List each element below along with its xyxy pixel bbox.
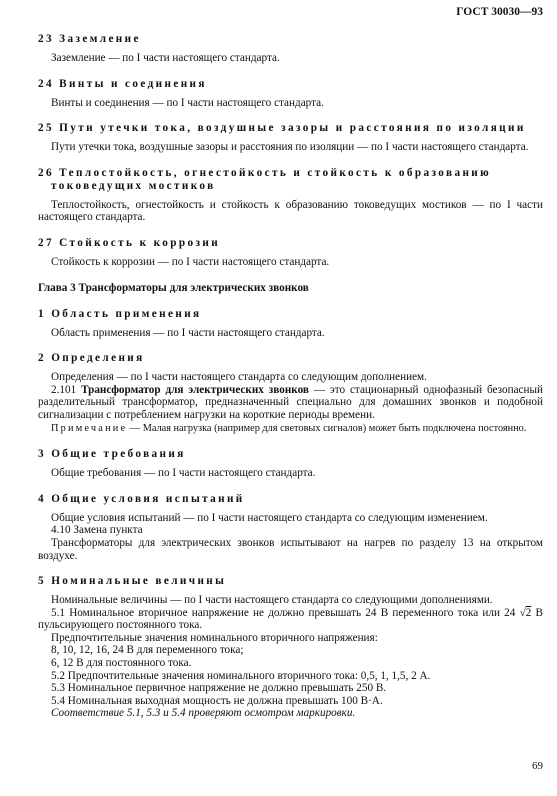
preferred-voltages-intro: Предпочтительные значения номинального вторичного напряжения: (51, 631, 378, 644)
ch-section-1-text: Область применения — по I части настоящего стандарта. (51, 326, 325, 339)
clause-5-1-part-a: 5.1 Номинальное вторичное напряжение не должно превышать 24 В переменного тока или 24 (51, 606, 520, 619)
clause-5-4: 5.4 Номинальная выходная мощность не должна превышать 100 В·А. (51, 694, 383, 707)
section-24-title: 24 Винты и соединения (38, 77, 207, 90)
definition-term: Трансформатор для электрических звонков (81, 383, 309, 396)
ch-section-4-title: 4 Общие условия испытаний (38, 492, 245, 505)
ch-section-3-text: Общие требования — по I части настоящего стандарта. (51, 467, 316, 480)
ch-section-5-text: Номинальные величины — по I части настоящего стандарта со следующими дополнениями. (51, 594, 493, 607)
ch-section-5-title: 5 Номинальные величины (38, 575, 227, 588)
section-26-text: Теплостойкость, огнестойкость и стойкость к образованию токоведущих мостиков — по I части настоящего стандарта. (38, 198, 543, 224)
definition-text: — это стационарный однофазный безопасный разделительный трансформатор, предназначенный специально для домашних звонков и подобной сигнализации с потреблением нагрузки на короткие периоды времени. (38, 383, 544, 421)
subclause-4-10-text: Трансформаторы для электрических звонков испытывают на нагрев по разделу 13 на открытом воздухе. (38, 536, 543, 562)
clause-5-1-part-b: В пульсирующего постоянного тока. (38, 606, 543, 632)
section-24-text: Винты и соединения — по I части настоящего стандарта. (51, 96, 324, 109)
chapter-title: Глава 3 Трансформаторы для электрических звонков (38, 281, 309, 294)
ch-section-2-title: 2 Определения (38, 352, 145, 365)
section-26-title: 26 Теплостойкость, огнестойкость и стойкость к образованию токоведущих мостиков (38, 166, 492, 192)
page-number: 69 (532, 760, 543, 772)
sqrt-argument: 2 (525, 606, 532, 619)
ch-section-1-title: 1 Область применения (38, 307, 202, 320)
section-23-text: Заземление — по I части настоящего стандарта. (51, 52, 280, 64)
document-id: ГОСТ 30030—93 (456, 6, 543, 18)
clause-5-3: 5.3 Номинальное первичное напряжение не должно превышать 250 В. (51, 682, 387, 695)
sqrt-symbol: √ (519, 606, 526, 619)
clause-5-2: 5.2 Предпочтительные значения номинального вторичного тока: 0,5, 1, 1,5, 2 А. (51, 669, 431, 682)
clause-5-1 (38, 607, 543, 632)
page-content (38, 33, 543, 720)
note (38, 422, 543, 436)
subclause-4-10: 4.10 Замена пункта (51, 524, 143, 537)
note-text: — Малая нагрузка (например для световых сигналов) может быть подключена постоянно. (127, 422, 527, 434)
section-25-text: Пути утечки тока, воздушные зазоры и расстояния по изоляции — по I части настоящего стандарта. (51, 141, 529, 154)
definition-paragraph (38, 384, 543, 422)
ch-section-4-text: Общие условия испытаний — по I части настоящего стандарта со следующим изменением. (51, 511, 488, 524)
compliance-check: Соответствие 5.1, 5.3 и 5.4 проверяют осмотром маркировки. (51, 707, 356, 720)
section-23-title: 23 Заземление (38, 33, 141, 45)
preferred-voltages-dc: 6, 12 В для постоянного тока. (51, 657, 192, 670)
ch-section-3-title: 3 Общие требования (38, 448, 186, 461)
section-27-title: 27 Стойкость к коррозии (38, 236, 221, 249)
section-27-text: Стойкость к коррозии — по I части настоящего стандарта. (51, 255, 330, 268)
note-label: Примечание (51, 422, 128, 434)
section-25-title: 25 Пути утечки тока, воздушные зазоры и расстояния по изоляции (38, 122, 526, 135)
preferred-voltages-ac: 8, 10, 12, 16, 24 В для переменного тока; (51, 644, 244, 657)
definition-number: 2.101 (51, 383, 77, 396)
ch-section-2-text: Определения — по I части настоящего стандарта со следующим дополнением. (51, 371, 427, 384)
